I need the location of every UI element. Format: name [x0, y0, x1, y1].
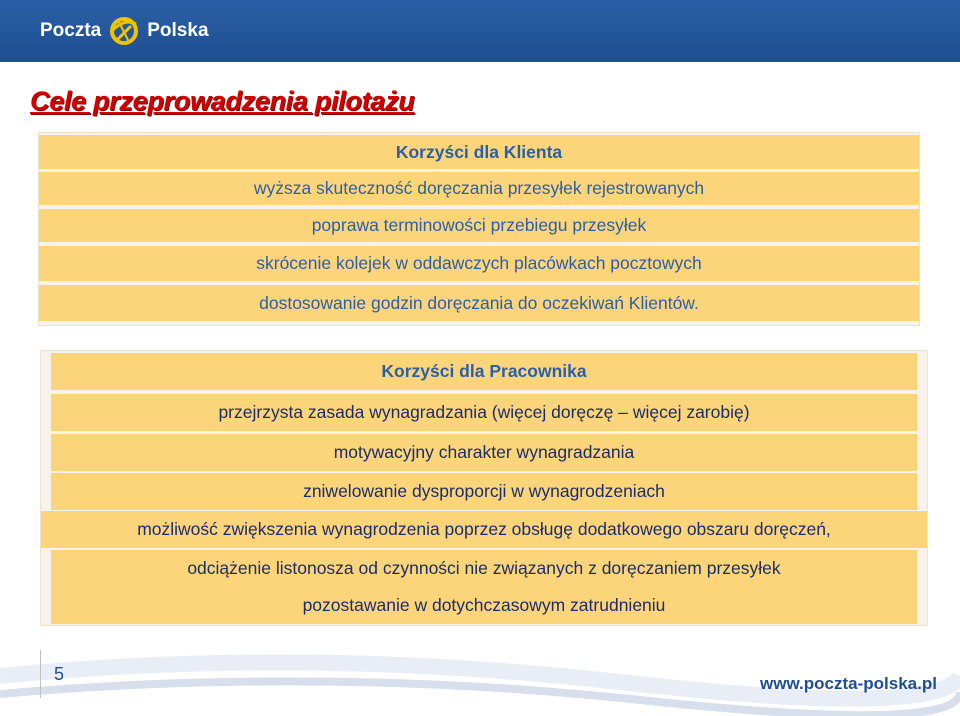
employee-item: pozostawanie w dotychczasowym zatrudnieniu: [51, 587, 917, 624]
header-bar: [0, 0, 960, 62]
employee-item: możliwość zwiększenia wynagrodzenia poprzez obsługę dodatkowego obszaru doręczeń,: [41, 511, 927, 548]
posthorn-icon: [107, 14, 141, 48]
client-item: dostosowanie godzin doręczania do oczekiwań Klientów.: [39, 285, 919, 321]
employee-item: zniwelowanie dysproporcji w wynagrodzeniach: [51, 473, 917, 510]
client-item: skrócenie kolejek w oddawczych placówkach pocztowych: [39, 246, 919, 281]
page-divider: [40, 650, 41, 698]
employee-item: motywacyjny charakter wynagradzania: [51, 434, 917, 471]
client-heading: Korzyści dla Klienta: [39, 135, 919, 169]
slide-title: Cele przeprowadzenia pilotażu: [30, 86, 415, 116]
client-item: wyższa skuteczność doręczania przesyłek rejestrowanych: [39, 172, 919, 205]
page-number: 5: [54, 664, 65, 684]
poczta-polska-logo: [40, 14, 209, 48]
website-link[interactable]: www.poczta-polska.pl: [760, 674, 937, 693]
client-item: poprawa terminowości przebiegu przesyłek: [39, 209, 919, 242]
employee-item: odciążenie listonosza od czynności nie związanych z doręczaniem przesyłek: [51, 550, 917, 587]
logo-word-left: Poczta: [40, 20, 102, 41]
employee-benefits-panel: [40, 350, 928, 626]
client-benefits-panel: [38, 132, 920, 326]
employee-item: przejrzysta zasada wynagradzania (więcej doręczę – więcej zarobię): [51, 394, 917, 431]
employee-heading: Korzyści dla Pracownika: [51, 353, 917, 390]
logo-word-right: Polska: [147, 20, 209, 41]
